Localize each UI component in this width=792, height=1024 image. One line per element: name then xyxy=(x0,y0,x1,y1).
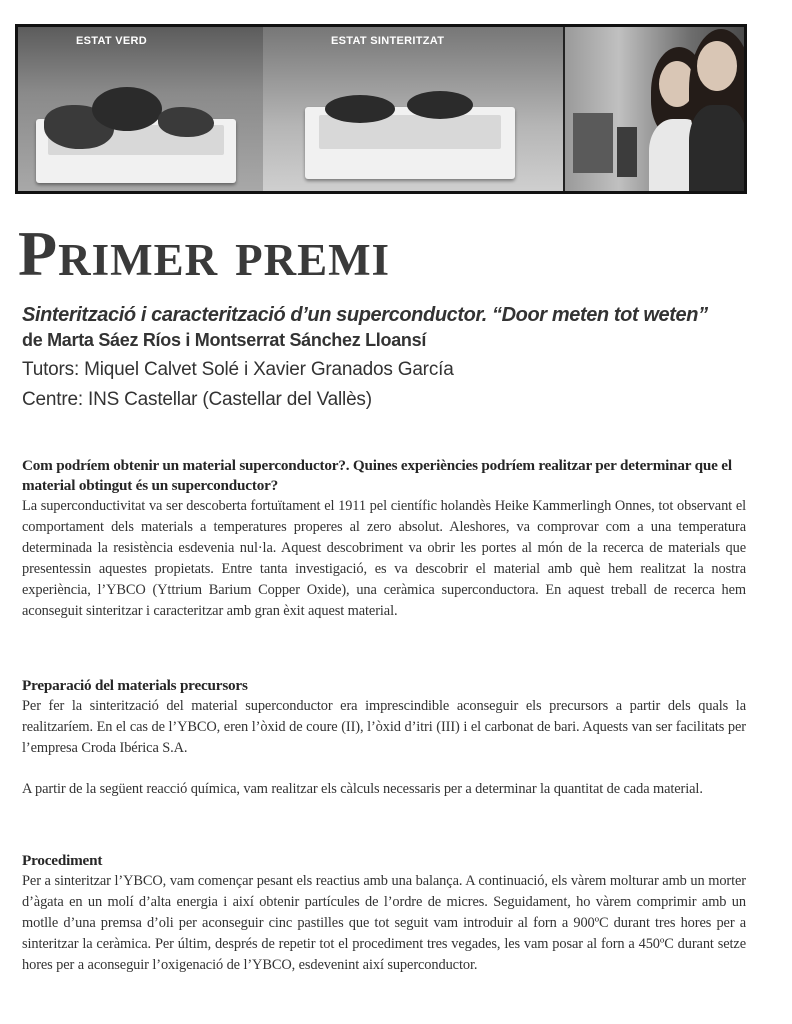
page-title: Primer premi xyxy=(18,218,391,289)
section-body: La superconductivitat va ser descoberta fortuïtament el 1911 pel científic holandès Heike Kammerlingh Onnes, tot observant el comportament dels materials a temperatures properes al zero absolut. Aleshores, va comprovar com a una temperatura determinada la resistència esdevenia nul·la. Aquest descobriment va obrir les portes al món de la recerca de materials que presentessin aquestes propietats. Entre tanta investigació, es va descobrir el material amb què hem realitzat la nostra experiència, l’YBCO (Yttrium Barium Copper Oxide), una ceràmica superconductora. En aquest treball de recerca hem aconseguit sinteritzar i caracteritzar amb gran èxit aquest material. xyxy=(22,498,746,619)
article-section xyxy=(22,456,746,622)
section-heading: Preparació del materials precursors xyxy=(22,677,248,694)
section-body: A partir de la següent reacció química, vam realitzar els càlculs necessaris per a determinar la quantitat de cada material. xyxy=(22,781,703,797)
students-photo xyxy=(563,27,744,191)
green-pellet xyxy=(92,87,162,131)
section-body: Per fer la sinterització del material superconductor era imprescindible aconseguir els precursors a partir dels quals la realitzaríem. En el cas de l’YBCO, eren l’òxid de coure (II), l’òxid d’itri (III) i el carbonat de bari. Aquests van ser facilitats per l’empresa Croda Ibérica S.A. xyxy=(22,698,746,756)
section-body: Per a sinteritzar l’YBCO, vam començar pesant els reactius amb una balança. A continuació, els vàrem molturar amb un morter d’àgata en un molí d’alta energia i així obtenir partícules de l’ordre de micres. Seguidament, ho vàrem comprimir amb un motlle d’una premsa d’oli per aconseguir cinc pastilles que tot seguit vam introduir al forn a 900ºC durant tres hores per a sinteritzar la ceràmica. Per últim, després de repetir tot el procediment tres vegades, les vam posar al forn a 450ºC durant setze hores per a aconseguir l’oxigenació de l’YBCO, esdevenint així superconductor. xyxy=(22,873,746,973)
green-pellet xyxy=(158,107,214,137)
authors: de Marta Sáez Ríos i Montserrat Sánchez Lloansí xyxy=(22,330,427,350)
sintered-pellet xyxy=(407,91,473,119)
sintered-pellet xyxy=(325,95,395,123)
sintered-state-photo xyxy=(263,27,563,191)
article-section xyxy=(22,676,746,800)
project-title: Sinterització i caracterització d’un superconductor. “Door meten tot weten” xyxy=(22,304,708,326)
section-heading: Procediment xyxy=(22,852,103,869)
tutors: Tutors: Miquel Calvet Solé i Xavier Granados García xyxy=(22,359,454,380)
sintered-state-label: ESTAT SINTERITZAT xyxy=(331,35,445,47)
photo-strip xyxy=(15,24,747,194)
green-state-label: ESTAT VERD xyxy=(76,35,148,47)
centre: Centre: INS Castellar (Castellar del Vallès) xyxy=(22,389,372,410)
green-state-photo xyxy=(18,27,263,191)
section-heading: Com podríem obtenir un material superconductor?. Quines experiències podríem realitzar per determinar que el material obtingut és un superconductor? xyxy=(22,457,732,494)
article-section xyxy=(22,851,746,976)
